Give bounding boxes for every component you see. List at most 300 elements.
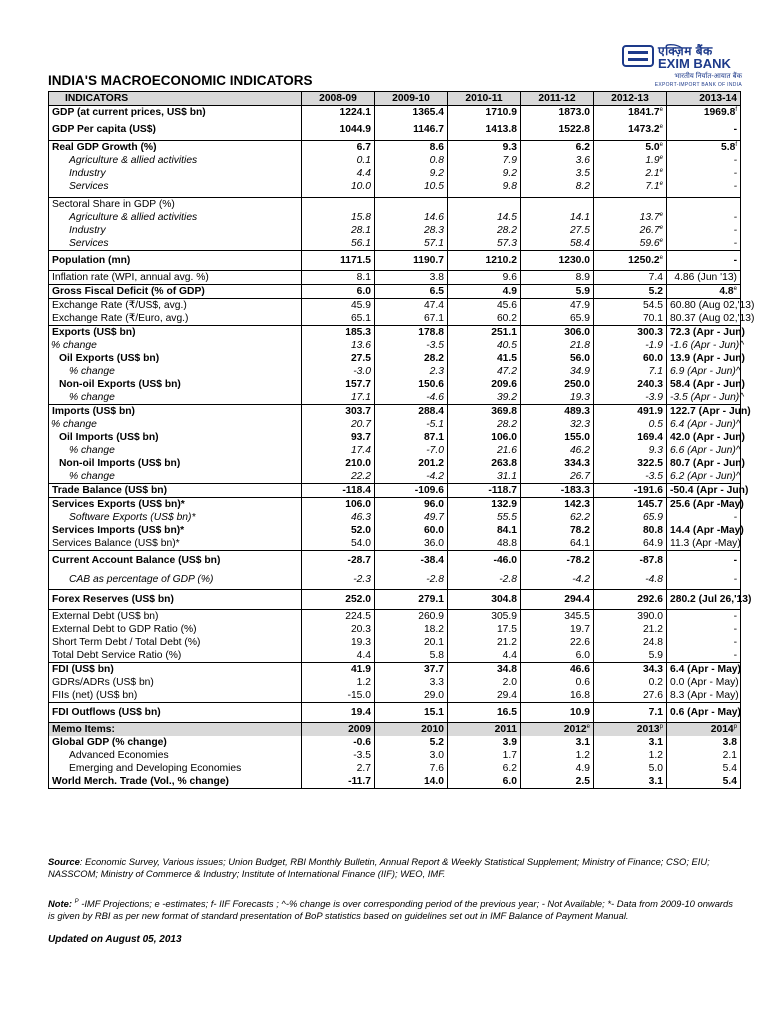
- value-text: 5.4: [722, 762, 737, 774]
- value-cell: [375, 123, 448, 136]
- table-row: [49, 511, 741, 524]
- value-text: 34.9: [569, 365, 590, 377]
- value-cell: [594, 484, 667, 498]
- value-cell: [667, 570, 741, 590]
- table-header-row: [49, 92, 741, 106]
- value-text: 24.8: [642, 636, 663, 648]
- source-label: Source: [48, 856, 80, 867]
- value-text: 489.3: [564, 405, 590, 417]
- value-text: -: [733, 636, 737, 648]
- value-text: 4.4: [356, 167, 371, 179]
- value-text: 64.1: [569, 537, 590, 549]
- table-row: [49, 723, 741, 737]
- value-text: 80.8: [642, 524, 663, 536]
- table-row: [49, 431, 741, 444]
- value-text: 28.1: [350, 224, 371, 236]
- value-cell: [448, 237, 521, 251]
- value-cell: [594, 636, 667, 649]
- value-cell: [302, 378, 375, 391]
- value-text: 2012: [563, 723, 587, 735]
- value-text: 5.9: [648, 649, 663, 661]
- value-cell: [302, 703, 375, 723]
- value-text: -: [733, 573, 737, 585]
- value-text: 19.7: [569, 623, 590, 635]
- value-cell: [302, 418, 375, 431]
- value-text: 6.0: [502, 775, 517, 787]
- value-text: 36.0: [423, 537, 444, 549]
- estimate-marker: e: [659, 141, 663, 148]
- value-cell: [521, 391, 594, 405]
- value-cell: [302, 537, 375, 551]
- header-cell: 2009-10: [375, 92, 448, 106]
- value-text: 1365.4: [412, 106, 444, 118]
- value-text: 67.1: [423, 312, 444, 324]
- value-text: 27.6: [642, 689, 663, 701]
- value-cell: [594, 123, 667, 136]
- value-cell: [521, 537, 594, 551]
- value-text: 19.4: [350, 706, 371, 718]
- value-cell: [375, 299, 448, 313]
- value-text: 7.1: [645, 180, 660, 192]
- value-cell: [302, 610, 375, 624]
- value-cell: [375, 418, 448, 431]
- value-text: 62.2: [569, 511, 590, 523]
- value-text: 47.9: [569, 299, 590, 311]
- note-sup: P: [74, 899, 79, 905]
- value-cell: [448, 470, 521, 484]
- value-cell: [302, 551, 375, 571]
- value-text: 2010: [421, 723, 444, 735]
- value-text: 292.6: [637, 593, 663, 605]
- value-text: -38.4: [420, 554, 444, 566]
- value-text: 57.3: [496, 237, 517, 249]
- value-cell: [594, 470, 667, 484]
- value-text: 280.2 (Jul 26,'13): [670, 593, 752, 605]
- value-text: 34.8: [496, 663, 517, 675]
- value-text: 20.3: [350, 623, 371, 635]
- value-cell: [302, 676, 375, 689]
- value-cell: [448, 154, 521, 167]
- value-text: 155.0: [564, 431, 590, 443]
- value-cell: [448, 689, 521, 703]
- value-cell: [521, 405, 594, 419]
- value-cell: [594, 775, 667, 789]
- table-row: [49, 623, 741, 636]
- value-text: -: [733, 237, 737, 249]
- row-label: FDI Outflows (US$ bn): [49, 703, 302, 723]
- value-text: 1224.1: [339, 106, 371, 118]
- value-cell: [375, 537, 448, 551]
- value-text: 8.6: [429, 141, 444, 153]
- value-text: 14.1: [569, 211, 590, 223]
- table-row: [49, 339, 741, 352]
- value-cell: [302, 224, 375, 237]
- value-cell: [375, 251, 448, 271]
- value-text: 14.5: [496, 211, 517, 223]
- row-label: % change: [49, 444, 302, 457]
- value-cell: [375, 636, 448, 649]
- value-cell: [594, 762, 667, 775]
- value-text: 1044.9: [339, 123, 371, 135]
- estimate-marker: e: [659, 154, 663, 161]
- value-cell: [375, 723, 448, 737]
- row-label: Population (mn): [49, 251, 302, 271]
- value-cell: [448, 636, 521, 649]
- value-text: 250.0: [564, 378, 590, 390]
- value-text: 70.1: [642, 312, 663, 324]
- value-text: 3.9: [502, 736, 517, 748]
- row-label: Exchange Rate (₹/Euro, avg.): [49, 312, 302, 326]
- value-cell: [375, 703, 448, 723]
- header-cell: 2011-12: [521, 92, 594, 106]
- value-text: -: [733, 180, 737, 192]
- value-cell: [521, 365, 594, 378]
- value-text: -: [733, 224, 737, 236]
- value-cell: [448, 339, 521, 352]
- value-cell: [521, 775, 594, 789]
- value-text: -0.6: [353, 736, 371, 748]
- value-cell: [521, 141, 594, 155]
- value-text: 11.3 (Apr -May): [670, 537, 741, 549]
- value-text: 5.9: [575, 285, 590, 297]
- value-cell: [667, 649, 741, 663]
- value-text: -118.7: [488, 484, 517, 496]
- estimate-marker: e: [659, 237, 663, 244]
- value-cell: [594, 610, 667, 624]
- value-cell: [594, 326, 667, 340]
- row-label: FIIs (net) (US$ bn): [49, 689, 302, 703]
- value-cell: [448, 180, 521, 193]
- estimate-marker: p: [733, 723, 737, 730]
- value-cell: [521, 271, 594, 285]
- value-cell: [594, 198, 667, 212]
- value-cell: [302, 444, 375, 457]
- value-text: 80.7 (Apr - Jun): [670, 457, 745, 469]
- value-cell: [521, 484, 594, 498]
- value-cell: [594, 312, 667, 326]
- value-cell: [594, 723, 667, 737]
- value-text: 18.2: [423, 623, 444, 635]
- value-text: 49.7: [423, 511, 444, 523]
- value-text: -: [733, 167, 737, 179]
- value-cell: [521, 211, 594, 224]
- value-cell: [594, 663, 667, 677]
- value-cell: [594, 703, 667, 723]
- value-cell: [521, 154, 594, 167]
- table-row: [49, 180, 741, 193]
- value-cell: [594, 285, 667, 299]
- value-text: 8.2: [575, 180, 590, 192]
- value-text: 46.6: [569, 663, 590, 675]
- value-cell: [448, 418, 521, 431]
- value-text: 41.9: [350, 663, 371, 675]
- value-text: 0.0 (Apr - May): [670, 676, 739, 688]
- value-cell: [448, 703, 521, 723]
- table-row: [49, 271, 741, 285]
- value-text: 27.5: [350, 352, 371, 364]
- value-cell: [521, 299, 594, 313]
- table-row: [49, 391, 741, 405]
- value-text: 3.1: [648, 736, 663, 748]
- value-cell: [375, 180, 448, 193]
- value-text: 7.6: [429, 762, 444, 774]
- value-cell: [448, 431, 521, 444]
- row-label: CAB as percentage of GDP (%): [49, 570, 302, 590]
- value-cell: [375, 352, 448, 365]
- value-text: 491.9: [637, 405, 663, 417]
- value-text: 1873.0: [558, 106, 590, 118]
- value-cell: [521, 106, 594, 120]
- value-cell: [448, 167, 521, 180]
- value-cell: [375, 141, 448, 155]
- value-text: 9.2: [502, 167, 517, 179]
- value-text: 78.2: [569, 524, 590, 536]
- value-cell: [667, 271, 741, 285]
- value-cell: [667, 198, 741, 212]
- value-text: 345.5: [564, 610, 590, 622]
- value-cell: [302, 749, 375, 762]
- value-text: 3.8: [722, 736, 737, 748]
- value-text: 56.1: [350, 237, 371, 249]
- value-text: 3.6: [575, 154, 590, 166]
- value-cell: [448, 299, 521, 313]
- value-cell: [667, 511, 741, 524]
- estimate-marker: e: [659, 123, 663, 130]
- value-cell: [667, 391, 745, 405]
- value-text: 1.2: [575, 749, 590, 761]
- value-text: 4.9: [502, 285, 517, 297]
- value-cell: [667, 636, 741, 649]
- row-label: Services: [49, 237, 302, 251]
- value-cell: [667, 339, 745, 352]
- value-text: 3.5: [575, 167, 590, 179]
- value-text: -2.8: [499, 573, 517, 585]
- value-text: 54.0: [350, 537, 371, 549]
- value-cell: [594, 537, 667, 551]
- table-row: [49, 106, 741, 120]
- row-label: Industry: [49, 224, 302, 237]
- value-text: 1210.2: [485, 254, 517, 266]
- table-row: [49, 524, 741, 537]
- value-text: -15.0: [347, 689, 371, 701]
- value-cell: [375, 736, 448, 749]
- value-cell: [667, 676, 741, 689]
- value-cell: [521, 444, 594, 457]
- value-cell: [667, 762, 741, 775]
- value-text: 21.2: [496, 636, 517, 648]
- value-text: 2.1: [645, 167, 660, 179]
- value-text: 21.6: [496, 444, 517, 456]
- value-text: 10.0: [350, 180, 371, 192]
- value-text: 304.8: [491, 593, 517, 605]
- value-cell: [302, 365, 375, 378]
- value-cell: [521, 551, 594, 571]
- value-text: 3.8: [429, 271, 444, 283]
- value-cell: [521, 636, 594, 649]
- value-text: 2009: [348, 723, 371, 735]
- value-cell: [448, 271, 521, 285]
- table-row: [49, 457, 741, 470]
- row-label: External Debt to GDP Ratio (%): [49, 623, 302, 636]
- value-cell: [448, 736, 521, 749]
- value-cell: [448, 623, 521, 636]
- value-cell: [521, 749, 594, 762]
- value-cell: [667, 590, 752, 610]
- value-cell: [375, 365, 448, 378]
- value-text: 40.5: [496, 339, 517, 351]
- value-cell: [667, 167, 741, 180]
- value-text: 3.3: [429, 676, 444, 688]
- table-row: [49, 444, 741, 457]
- value-cell: [594, 299, 667, 313]
- value-cell: [375, 391, 448, 405]
- value-text: 47.4: [423, 299, 444, 311]
- value-text: -50.4 (Apr - Jun): [670, 484, 749, 496]
- value-text: 106.0: [345, 498, 371, 510]
- table-row: [49, 663, 741, 677]
- estimate-marker: p: [659, 723, 663, 730]
- table-row: [49, 775, 741, 789]
- value-cell: [302, 511, 375, 524]
- value-text: -183.3: [560, 484, 590, 496]
- value-text: -28.7: [347, 554, 371, 566]
- value-cell: [448, 211, 521, 224]
- value-cell: [521, 524, 594, 537]
- value-cell: [594, 457, 667, 470]
- value-text: 7.4: [648, 271, 663, 283]
- value-text: -11.7: [348, 775, 371, 787]
- value-cell: [448, 141, 521, 155]
- value-cell: [302, 106, 375, 120]
- value-text: 1710.9: [485, 106, 517, 118]
- table-row: [49, 749, 741, 762]
- value-cell: [667, 524, 744, 537]
- value-text: 59.6: [639, 237, 660, 249]
- value-text: 34.3: [642, 663, 663, 675]
- value-text: 45.6: [496, 299, 517, 311]
- row-label: Oil Exports (US$ bn): [49, 352, 302, 365]
- value-text: 6.9 (Apr - Jun)^: [670, 365, 741, 377]
- table-row: [49, 312, 741, 326]
- value-text: 3.0: [429, 749, 444, 761]
- value-text: -4.2: [572, 573, 590, 585]
- value-text: -78.2: [566, 554, 590, 566]
- estimate-marker: e: [659, 224, 663, 231]
- value-cell: [521, 649, 594, 663]
- value-cell: [667, 484, 749, 498]
- value-cell: [521, 198, 594, 212]
- value-cell: [521, 180, 594, 193]
- value-cell: [448, 224, 521, 237]
- value-cell: [448, 537, 521, 551]
- value-cell: [594, 167, 667, 180]
- value-cell: [375, 749, 448, 762]
- value-cell: [375, 198, 448, 212]
- value-cell: [302, 352, 375, 365]
- value-text: 22.6: [569, 636, 590, 648]
- value-cell: [375, 676, 448, 689]
- note-text: -IMF Projections; e -estimates; f- IIF Forecasts ; ^-% change is over corresponding period of the previous year; - Not Available; *- Data from 2009-10 onwards is given by RBI as per new format of standard presentation of BoP statistics based on guidelines set out in IMF Balance of Payment Manual.: [48, 898, 733, 921]
- value-text: 17.1: [350, 391, 371, 403]
- value-cell: [375, 762, 448, 775]
- value-text: 322.5: [637, 457, 663, 469]
- value-cell: [594, 141, 667, 155]
- value-text: 54.5: [642, 299, 663, 311]
- value-text: 17.5: [496, 623, 517, 635]
- value-cell: [594, 339, 667, 352]
- value-cell: [667, 623, 741, 636]
- exim-logo-mark-icon: [622, 44, 654, 68]
- value-text: 2.5: [575, 775, 590, 787]
- value-text: -: [733, 254, 737, 266]
- value-text: -109.6: [414, 484, 444, 496]
- table-row: [49, 167, 741, 180]
- value-cell: [521, 224, 594, 237]
- value-cell: [448, 663, 521, 677]
- value-text: 7.1: [648, 365, 663, 377]
- value-cell: [594, 431, 667, 444]
- value-cell: [375, 610, 448, 624]
- value-text: 0.1: [356, 154, 371, 166]
- value-text: 1146.7: [413, 123, 444, 135]
- value-text: 6.2: [502, 762, 517, 774]
- value-cell: [667, 106, 741, 120]
- value-text: 201.2: [418, 457, 444, 469]
- value-text: 251.1: [491, 326, 517, 338]
- value-text: 87.1: [423, 431, 444, 443]
- value-cell: [667, 736, 741, 749]
- estimate-marker: e: [733, 285, 737, 292]
- value-cell: [302, 484, 375, 498]
- value-text: 145.7: [637, 498, 663, 510]
- value-cell: [448, 775, 521, 789]
- value-cell: [594, 551, 667, 571]
- value-text: 0.5: [648, 418, 663, 430]
- source-text: : Economic Survey, Various issues; Union Budget, RBI Monthly Bulletin, Annual Report & Weekly Statistical Supplement; Ministry of Finance; CSO; EIU; NASSCOM; Ministry of Commerce & Industry; Institute of International Finance (IIF); WEO, IMF.: [48, 856, 710, 879]
- row-label: Oil Imports (US$ bn): [49, 431, 302, 444]
- value-text: 19.3: [350, 636, 371, 648]
- value-cell: [302, 431, 375, 444]
- value-text: 157.7: [345, 378, 371, 390]
- value-text: 0.8: [429, 154, 444, 166]
- value-text: 6.5: [429, 285, 444, 297]
- value-cell: [594, 511, 667, 524]
- row-label: Agriculture & allied activities: [49, 211, 302, 224]
- value-cell: [594, 689, 667, 703]
- table-row: [49, 676, 741, 689]
- value-cell: [521, 511, 594, 524]
- value-cell: [375, 444, 448, 457]
- value-cell: [448, 484, 521, 498]
- value-cell: [521, 498, 594, 512]
- value-cell: [667, 378, 745, 391]
- value-cell: [594, 444, 667, 457]
- value-cell: [521, 237, 594, 251]
- value-cell: [302, 123, 375, 136]
- value-cell: [448, 312, 521, 326]
- table-row: [49, 365, 741, 378]
- table-row: [49, 378, 741, 391]
- value-text: 20.1: [423, 636, 444, 648]
- value-cell: [375, 271, 448, 285]
- value-cell: [448, 352, 521, 365]
- value-text: -3.5 (Apr - Jun)^: [670, 391, 745, 403]
- value-text: 2.7: [356, 762, 371, 774]
- value-cell: [594, 391, 667, 405]
- value-text: 209.6: [491, 378, 517, 390]
- row-label: Exchange Rate (₹/US$, avg.): [49, 299, 302, 313]
- value-text: -: [733, 154, 737, 166]
